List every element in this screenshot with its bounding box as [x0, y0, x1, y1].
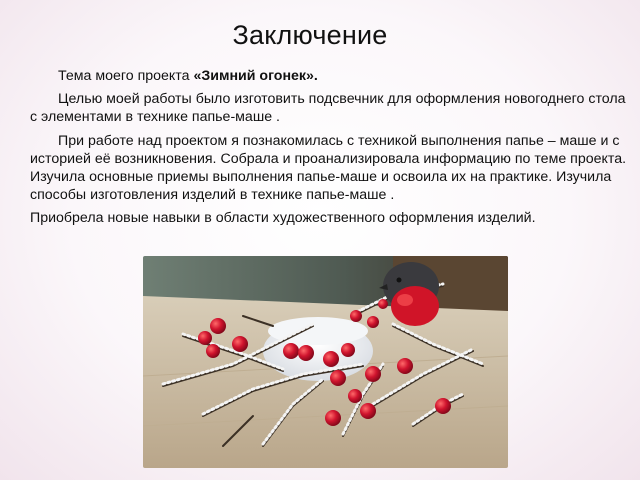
paragraph-skills: Приобрела новые навыки в области художественного оформления изделий. — [30, 210, 536, 227]
paragraph-goal: Целью моей работы было изготовить подсвечник для оформления новогоднего стола с элементами в технике папье-маше . — [30, 91, 626, 126]
paragraph-work: При работе над проектом я познакомилась с техникой выполнения папье – маше и с историей её возникновения. Собрала и проанализировала информацию по теме проекта. Изучила основные приемы выполнения папье-маше и освоила их на практике. Изучила способы изготовления изделий в технике папье-маше . — [30, 132, 627, 204]
slide-title: Заключение — [232, 20, 388, 50]
topic-prefix: Тема моего проекта — [58, 68, 194, 84]
conclusion-text — [30, 67, 630, 233]
candleholder-photo — [143, 256, 508, 468]
paragraph-topic — [30, 67, 630, 85]
topic-title: «Зимний огонек». — [193, 68, 318, 84]
